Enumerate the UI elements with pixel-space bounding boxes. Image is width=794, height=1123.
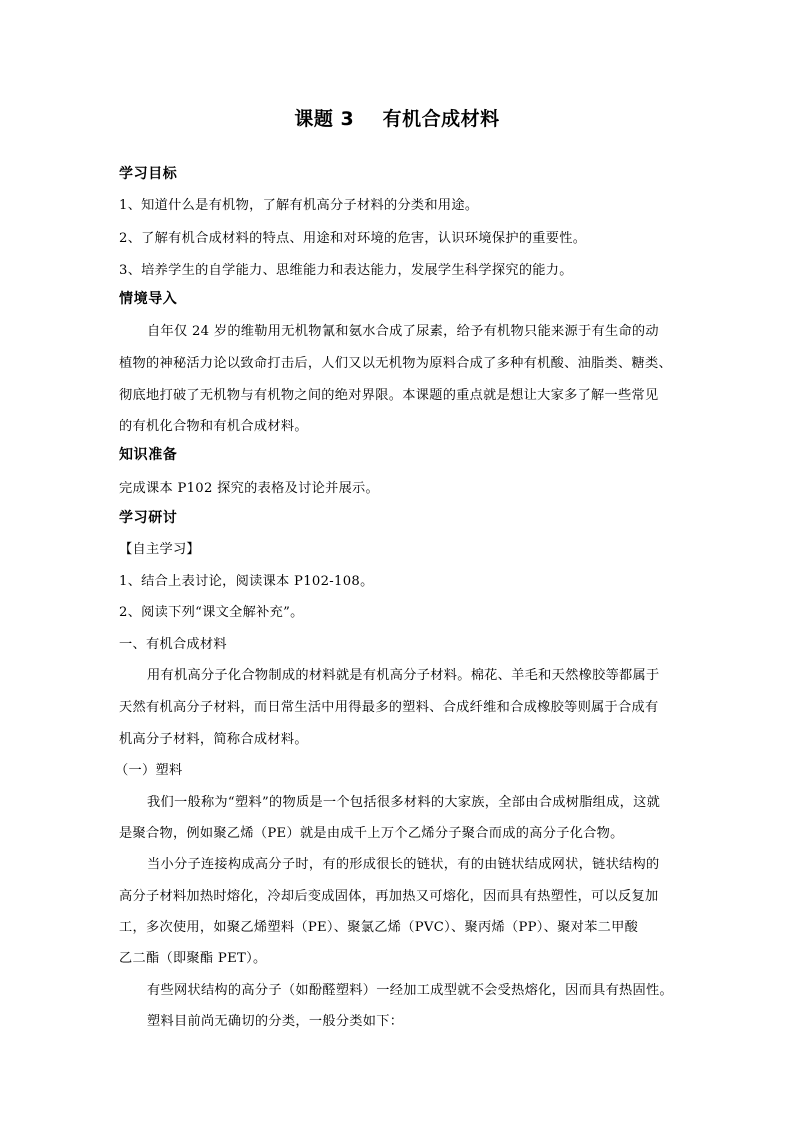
part1-line: 机高分子材料，简称合成材料。 bbox=[119, 732, 308, 747]
study-heading: 学习研讨 bbox=[119, 510, 178, 526]
part1-line: 天然有机高分子材料，而日常生活中用得最多的塑料、合成纤维和合成橡胶等则属于合成有 bbox=[119, 700, 659, 715]
prep-text: 完成课本 P102 探究的表格及讨论并展示。 bbox=[119, 481, 380, 496]
plastics-p3: 有些网状结构的高分子（如酚醛塑料）一经加工成型就不会受热熔化，因而具有热固性。 bbox=[147, 983, 674, 998]
plastics-p1-line: 是聚合物，例如聚乙烯（PE）就是由成千上万个乙烯分子聚合而成的高分子化合物。 bbox=[119, 826, 624, 841]
plastics-title: （一）塑料 bbox=[115, 763, 183, 778]
plastics-p1-line: 我们一般称为“塑料”的物质是一个包括很多材料的大家族，全部由合成树脂组成，这就 bbox=[147, 795, 661, 810]
part1-line: 用有机高分子化合物制成的材料就是有机高分子材料。棉花、羊毛和天然橡胶等都属于 bbox=[147, 668, 660, 683]
intro-line: 的有机化合物和有机合成材料。 bbox=[119, 419, 308, 434]
plastics-p4: 塑料目前尚无确切的分类，一般分类如下： bbox=[147, 1014, 404, 1029]
objective-item: 2、了解有机合成材料的特点、用途和对环境的危害，认识环境保护的重要性。 bbox=[119, 231, 587, 246]
objective-item: 1、知道什么是有机物，了解有机高分子材料的分类和用途。 bbox=[119, 198, 479, 213]
intro-line: 植物的神秘活力论以致命打击后，人们又以无机物为原料合成了多种有机酸、油脂类、糖类、 bbox=[119, 356, 672, 371]
part1-title: 一、有机合成材料 bbox=[119, 637, 227, 652]
prep-heading: 知识准备 bbox=[119, 447, 178, 463]
self-study-label: 【自主学习】 bbox=[119, 542, 200, 557]
intro-line: 彻底地打破了无机物与有机物之间的绝对界限。本课题的重点就是想让大家多了解一些常见 bbox=[119, 388, 659, 403]
plastics-p2-line: 高分子材料加热时熔化，冷却后变成固体，再加热又可熔化，因而具有热塑性，可以反复加 bbox=[119, 889, 659, 904]
objective-item: 3、培养学生的自学能力、思维能力和表达能力，发展学生科学探究的能力。 bbox=[119, 263, 573, 278]
objectives-heading: 学习目标 bbox=[119, 166, 178, 182]
step-item: 1、结合上表讨论，阅读课本 P102-108。 bbox=[119, 574, 374, 589]
step-item: 2、阅读下列“课文全解补充”。 bbox=[119, 605, 304, 620]
intro-heading: 情境导入 bbox=[119, 291, 178, 307]
plastics-p2-line: 乙二酯（即聚酯 PET）。 bbox=[119, 951, 267, 966]
plastics-p2-line: 当小分子连接构成高分子时，有的形成很长的链状，有的由链状结成网状，链状结构的 bbox=[147, 857, 660, 872]
intro-line: 自年仅 24 岁的维勒用无机物氰和氨水合成了尿素，给予有机物只能来源于有生命的动 bbox=[147, 324, 659, 339]
page-title: 课题 3 有机合成材料 bbox=[294, 108, 500, 130]
plastics-p2-line: 工，多次使用，如聚乙烯塑料（PE）、聚氯乙烯（PVC）、聚丙烯（PP）、聚对苯二甲酸 bbox=[119, 920, 639, 935]
